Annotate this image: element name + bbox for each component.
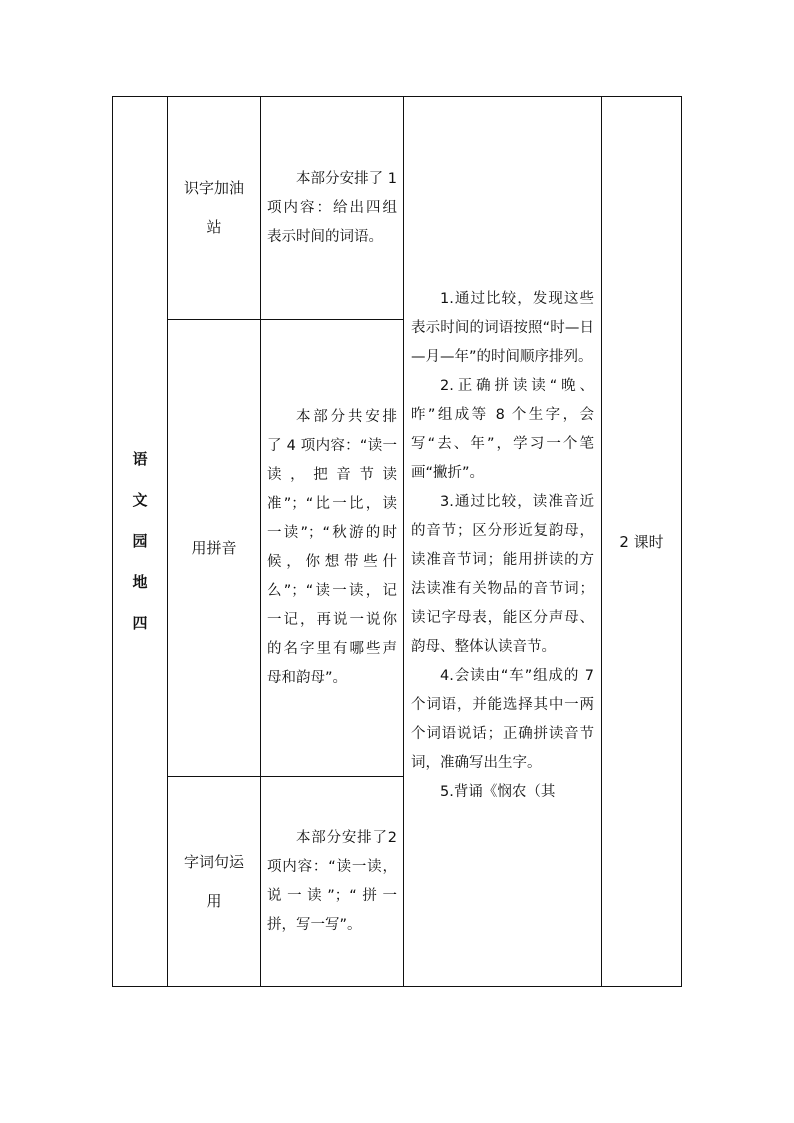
goal-item: 1.通过比较，发现这些表示时间的词语按照“时—日—月—年”的时间顺序排列。: [411, 290, 594, 365]
lesson-plan-table: [112, 96, 682, 987]
section-description-cell: [261, 777, 404, 987]
section-name-cell: [168, 97, 261, 320]
unit-title: 语 文 园 地 四: [132, 450, 148, 632]
teaching-goals-cell: [404, 97, 602, 987]
section-name-cell: [168, 320, 261, 777]
section-description-cell: [261, 97, 404, 320]
class-hours-cell: [602, 97, 682, 987]
unit-title-cell: [113, 97, 168, 987]
goal-item: 5.背诵《悯农（其: [440, 783, 556, 800]
section-name: 用拼音: [191, 538, 237, 557]
section-description: 本部分安排了 1 项内容：给出四组表示时间的词语。: [267, 170, 397, 245]
section-name: 字词句运用: [183, 852, 244, 910]
section-description: 本部分安排了2项内容：“读一读，说一读”；“拼一拼，写一写”。: [267, 829, 397, 933]
goal-item: 3.通过比较，读准音近的音节；区分形近复韵母，读准音节词；能用拼读的方法读准有关物品的音节词；读记字母表，能区分声母、韵母、整体认读音节。: [411, 493, 594, 655]
section-name: 识字加油站: [183, 179, 244, 236]
teaching-goals: [404, 277, 601, 807]
section-name-cell: [168, 777, 261, 987]
goal-item: 4.会读由“车”组成的 7 个词语，并能选择其中一两个词语说话；正确拼读音节词，准确写出生字。: [411, 667, 594, 771]
section-description-cell: [261, 320, 404, 777]
goal-item: 2.正确拼读读“晚、昨”组成等 8 个生字，会写“去、年”，学习一个笔画“撇折”。: [411, 377, 594, 481]
section-description: 本部分共安排了 4 项内容：“读一读，把音节读准”；“比一比，读一读”；“秋游的时候，你想带些什么”；“读一读，记一记，再说一说你的名字里有哪些声母和韵母”。: [267, 409, 397, 686]
table-row: [113, 97, 682, 320]
class-hours: 2 课时: [619, 533, 664, 551]
